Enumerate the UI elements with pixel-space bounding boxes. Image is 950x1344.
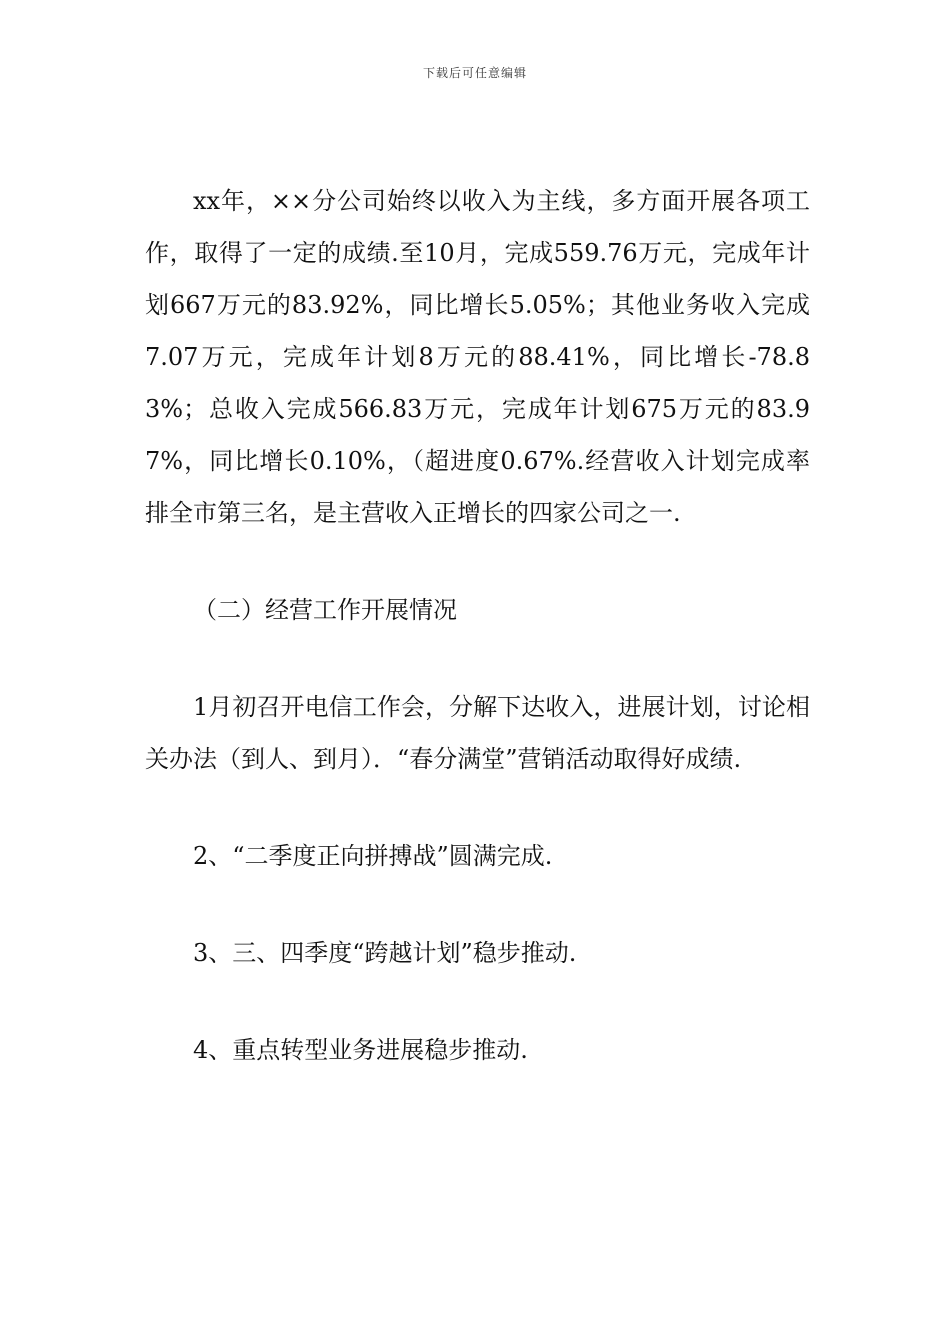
list-item: 3、三、四季度“跨越计划”稳步推动.: [193, 939, 577, 967]
list-item: 4、重点转型业务进展稳步推动.: [193, 1036, 528, 1064]
paragraph-revenue-summary: xx年，××分公司始终以收入为主线，多方面开展各项工作，取得了一定的成绩.至10月，完成559.76万元，完成年计划667万元的83.92%，同比增长5.05%；其他业务收入完成7.07万元，完成年计划8万元的88.41%，同比增长-78.83%；总收入完成566.83万元，完成年计划675万元的83.97%，同比增长0.10%，（超进度0.67%.经营收入计划完成率排全市第三名，是主营收入正增长的四家公司之一.: [145, 187, 810, 527]
list-item: 1月初召开电信工作会，分解下达收入，进展计划，讨论相关办法（到人、到月）．“春分满堂”营销活动取得好成绩.: [145, 693, 810, 773]
document-body: [145, 175, 810, 1076]
header-note: 下载后可任意编辑: [422, 66, 527, 80]
section-heading: （二）经营工作开展情况: [193, 596, 457, 624]
list-item: 2、“二季度正向拼搏战”圆满完成.: [193, 842, 553, 870]
